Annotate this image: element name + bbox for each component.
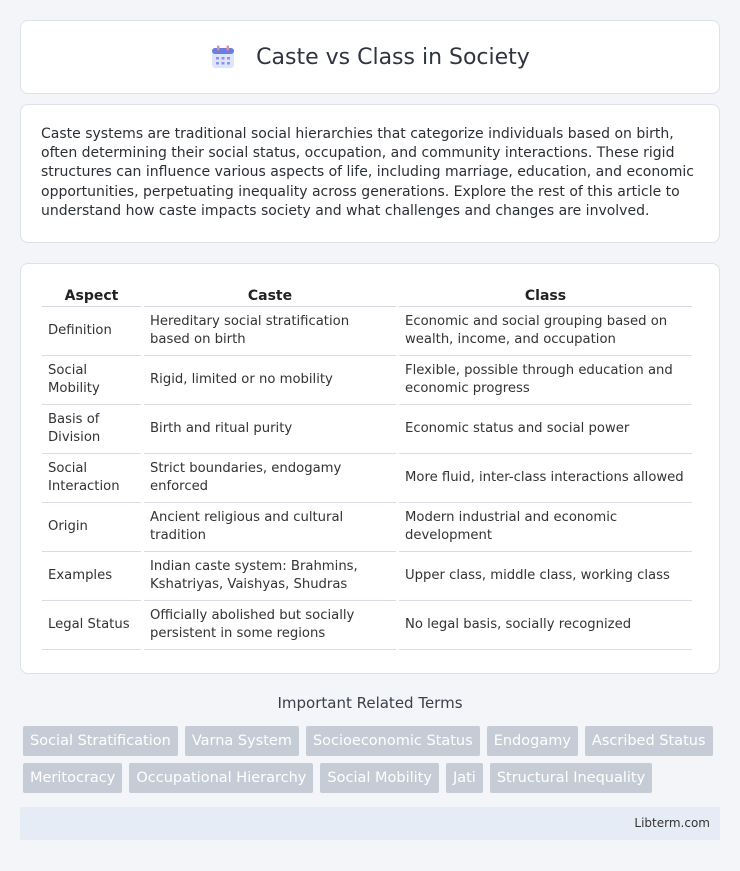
- caste-cell: Ancient religious and cultural tradition: [144, 503, 396, 552]
- caste-cell: Rigid, limited or no mobility: [144, 356, 396, 405]
- tag-row: [23, 726, 723, 756]
- class-cell: Flexible, possible through education and economic progress: [399, 356, 692, 405]
- aspect-cell: Origin: [42, 503, 141, 552]
- tag-ascribed-status[interactable]: Ascribed Status: [585, 726, 713, 756]
- comparison-table: [39, 284, 695, 650]
- aspect-cell: Social Interaction: [42, 454, 141, 503]
- table-row: [42, 356, 692, 405]
- tag-row: [23, 763, 723, 793]
- table-row: [42, 405, 692, 454]
- tag-structural-inequality[interactable]: Structural Inequality: [490, 763, 652, 793]
- page-title: Caste vs Class in Society: [256, 44, 530, 70]
- tag-meritocracy[interactable]: Meritocracy: [23, 763, 122, 793]
- class-cell: No legal basis, socially recognized: [399, 601, 692, 650]
- table-row: [42, 454, 692, 503]
- class-cell: Economic status and social power: [399, 405, 692, 454]
- table-row: [42, 601, 692, 650]
- aspect-cell: Legal Status: [42, 601, 141, 650]
- table-row: [42, 552, 692, 601]
- class-cell: Upper class, middle class, working class: [399, 552, 692, 601]
- tag-jati[interactable]: Jati: [446, 763, 483, 793]
- aspect-cell: Definition: [42, 307, 141, 356]
- header-aspect: Aspect: [42, 284, 141, 307]
- tag-varna-system[interactable]: Varna System: [185, 726, 299, 756]
- class-cell: Economic and social grouping based on wealth, income, and occupation: [399, 307, 692, 356]
- calendar-icon: [210, 44, 236, 70]
- header-class: Class: [399, 284, 692, 307]
- intro-card: [20, 104, 720, 243]
- caste-cell: Officially abolished but socially persistent in some regions: [144, 601, 396, 650]
- caste-cell: Hereditary social stratification based on birth: [144, 307, 396, 356]
- caste-cell: Indian caste system: Brahmins, Kshatriyas, Vaishyas, Shudras: [144, 552, 396, 601]
- table-row: [42, 503, 692, 552]
- tag-endogamy[interactable]: Endogamy: [487, 726, 578, 756]
- aspect-cell: Examples: [42, 552, 141, 601]
- caste-cell: Strict boundaries, endogamy enforced: [144, 454, 396, 503]
- tag-occupational-hierarchy[interactable]: Occupational Hierarchy: [129, 763, 313, 793]
- intro-paragraph: Caste systems are traditional social hierarchies that categorize individuals based on birth, often determining their social status, occupation, and community interactions. These rigid structures can influence various aspects of life, including marriage, education, and economic opportunities, perpetuating inequality across generations. Explore the rest of this article to understand how caste impacts society and what challenges and changes are involved.: [41, 126, 694, 219]
- tag-social-stratification[interactable]: Social Stratification: [23, 726, 178, 756]
- table-header-row: [42, 284, 692, 307]
- aspect-cell: Social Mobility: [42, 356, 141, 405]
- tag-socioeconomic-status[interactable]: Socioeconomic Status: [306, 726, 480, 756]
- aspect-cell: Basis of Division: [42, 405, 141, 454]
- class-cell: More fluid, inter-class interactions allowed: [399, 454, 692, 503]
- table-row: [42, 307, 692, 356]
- caste-cell: Birth and ritual purity: [144, 405, 396, 454]
- header-card: [20, 20, 720, 94]
- related-terms-title: Important Related Terms: [277, 694, 463, 712]
- header-caste: Caste: [144, 284, 396, 307]
- footer-site-link[interactable]: Libterm.com: [634, 816, 710, 830]
- footer: [20, 807, 720, 840]
- related-terms: [23, 726, 723, 800]
- comparison-table-card: [20, 263, 720, 674]
- class-cell: Modern industrial and economic development: [399, 503, 692, 552]
- tag-social-mobility[interactable]: Social Mobility: [320, 763, 439, 793]
